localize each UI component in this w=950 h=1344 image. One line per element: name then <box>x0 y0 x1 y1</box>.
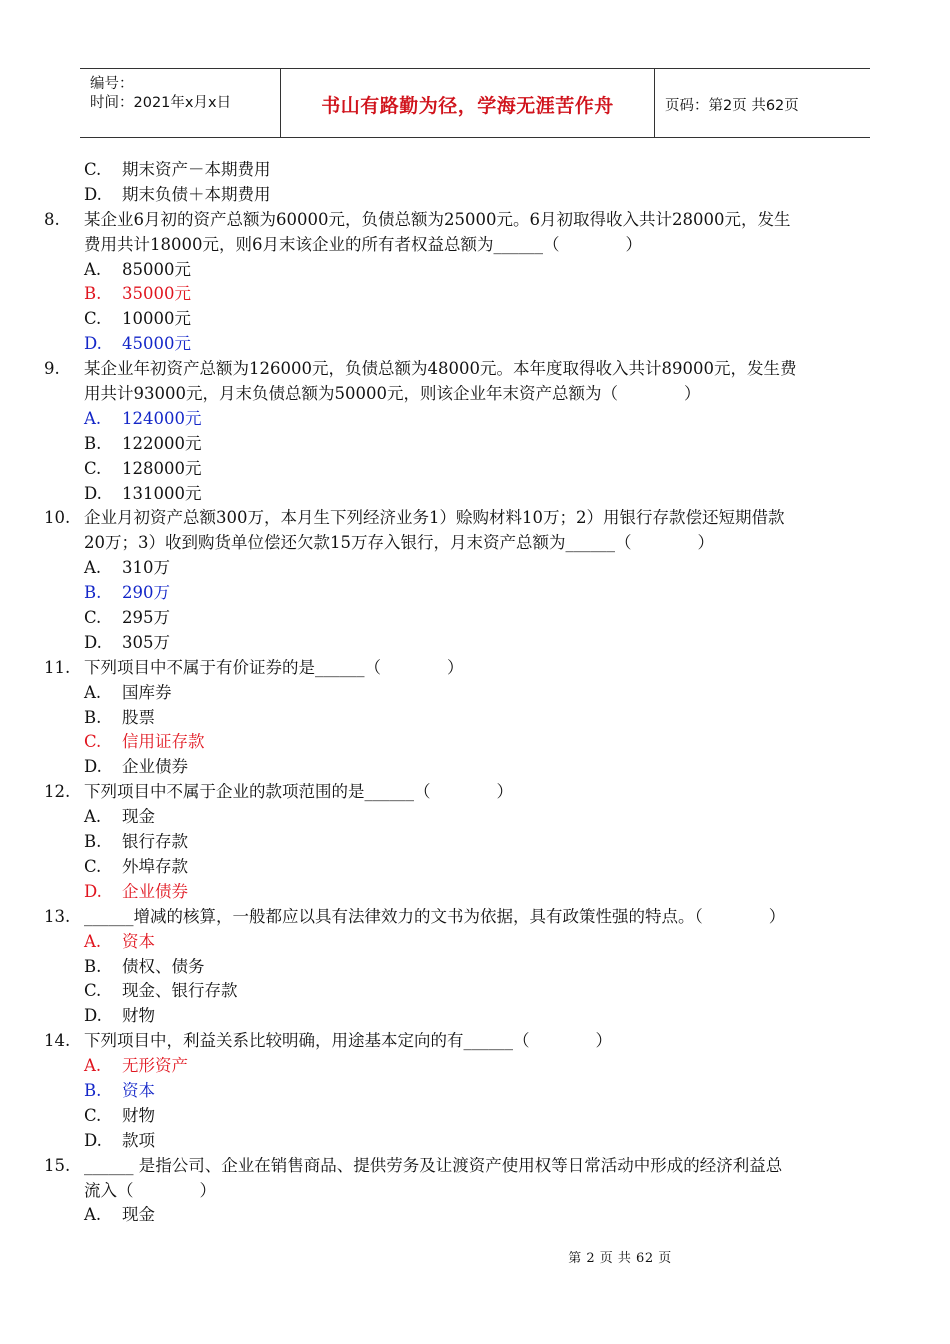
header-page-info: 页码：第2页 共62页 <box>665 98 799 114</box>
option-label: A. <box>84 1205 102 1225</box>
question-text: 下列项目中不属于企业的款项范围的是______（ ） <box>84 782 513 802</box>
question-list <box>44 158 910 1228</box>
answer-option <box>44 158 910 183</box>
option-label: D. <box>84 483 102 503</box>
answer-option <box>44 1054 910 1079</box>
option-label: C. <box>84 309 102 329</box>
option-label: A. <box>84 807 102 827</box>
question-line <box>44 1154 910 1179</box>
question-text: 20万；3）收到购货单位偿还欠款15万存入银行，月末资产总额为______（ ） <box>84 533 714 553</box>
option-text: 现金、银行存款 <box>122 981 238 1001</box>
question-text: 下列项目中不属于有价证券的是______（ ） <box>84 657 464 677</box>
time-label: 时间：2021年x月x日 <box>90 95 232 111</box>
option-label: C. <box>84 608 102 628</box>
option-text: 128000元 <box>122 458 202 478</box>
answer-option <box>44 706 910 731</box>
question-continuation <box>44 233 910 258</box>
option-text: 款项 <box>122 1130 155 1150</box>
option-text: 资本 <box>122 931 155 951</box>
option-label: B. <box>84 1080 102 1100</box>
option-label: A. <box>84 931 102 951</box>
question-continuation <box>44 1179 910 1204</box>
option-text: 期末资产－本期费用 <box>122 160 271 179</box>
option-text: 企业债券 <box>122 881 188 901</box>
answer-option <box>44 1203 910 1228</box>
option-label: A. <box>84 259 102 279</box>
option-text: 131000元 <box>122 483 202 503</box>
question-text: ______ 是指公司、企业在销售商品、提供劳务及让渡资产使用权等日常活动中形成的经济利益总 <box>84 1155 783 1175</box>
question-continuation <box>44 382 910 407</box>
question-number: 13. <box>44 906 71 926</box>
option-text: 无形资产 <box>122 1056 188 1076</box>
option-text: 财物 <box>122 1006 155 1026</box>
option-text: 信用证存款 <box>122 732 205 752</box>
question-number: 11. <box>44 657 71 677</box>
option-text: 企业债券 <box>122 757 188 777</box>
option-label: C. <box>84 856 102 876</box>
answer-option <box>44 183 910 208</box>
answer-option <box>44 556 910 581</box>
question-line <box>44 656 910 681</box>
answer-option <box>44 282 910 307</box>
answer-option <box>44 1079 910 1104</box>
answer-option <box>44 332 910 357</box>
answer-option <box>44 1129 910 1154</box>
option-text: 35000元 <box>122 284 191 304</box>
question-continuation <box>44 531 910 556</box>
question-text: 费用共计18000元，则6月末该企业的所有者权益总额为______（ ） <box>84 234 642 254</box>
answer-option <box>44 805 910 830</box>
answer-option <box>44 1104 910 1129</box>
header-meta <box>80 69 281 137</box>
option-text: 期末负债＋本期费用 <box>122 184 271 204</box>
question-text: 用共计93000元，月末负债总额为50000元，则该企业年末资产总额为（ ） <box>84 384 701 404</box>
answer-option <box>44 482 910 507</box>
question-text: 流入（ ） <box>84 1180 216 1200</box>
question-number: 15. <box>44 1155 71 1175</box>
answer-option <box>44 730 910 755</box>
option-label: C. <box>84 160 102 179</box>
option-label: D. <box>84 1130 102 1150</box>
question-line <box>44 506 910 531</box>
answer-option <box>44 979 910 1004</box>
option-label: A. <box>84 1056 102 1076</box>
option-label: D. <box>84 632 102 652</box>
option-label: C. <box>84 981 102 1001</box>
question-line <box>44 357 910 382</box>
answer-option <box>44 830 910 855</box>
answer-option <box>44 930 910 955</box>
motto: 书山有路勤为径，学海无涯苦作舟 <box>321 95 614 117</box>
question-line <box>44 780 910 805</box>
question-number: 8. <box>44 209 60 229</box>
option-label: D. <box>84 881 102 901</box>
question-number: 10. <box>44 508 71 528</box>
option-text: 305万 <box>122 632 170 652</box>
option-text: 现金 <box>122 1205 155 1225</box>
page-header <box>80 68 870 138</box>
question-line <box>44 1029 910 1054</box>
option-text: 银行存款 <box>122 832 188 852</box>
option-label: A. <box>84 558 102 578</box>
option-text: 45000元 <box>122 334 191 354</box>
option-label: B. <box>84 956 102 976</box>
option-text: 财物 <box>122 1105 155 1125</box>
answer-option <box>44 631 910 656</box>
answer-option <box>44 307 910 332</box>
question-text: ______增减的核算，一般都应以具有法律效力的文书为依据，具有政策性强的特点。（ ） <box>84 906 786 926</box>
answer-option <box>44 457 910 482</box>
option-text: 290万 <box>122 583 170 603</box>
answer-option <box>44 606 910 631</box>
option-text: 310万 <box>122 558 170 578</box>
question-text: 下列项目中，利益关系比较明确，用途基本定向的有______（ ） <box>84 1031 612 1051</box>
header-motto-cell <box>281 69 655 137</box>
answer-option <box>44 855 910 880</box>
option-label: C. <box>84 1105 102 1125</box>
question-text: 某企业6月初的资产总额为60000元，负债总额为25000元。6月初取得收入共计28000元，发生 <box>84 209 791 229</box>
question-number: 14. <box>44 1031 71 1051</box>
option-text: 现金 <box>122 807 155 827</box>
option-text: 外埠存款 <box>122 856 188 876</box>
answer-option <box>44 1004 910 1029</box>
header-page-cell <box>655 69 870 137</box>
option-text: 85000元 <box>122 259 191 279</box>
answer-option <box>44 681 910 706</box>
answer-option <box>44 581 910 606</box>
option-label: D. <box>84 184 102 204</box>
option-label: B. <box>84 707 102 727</box>
question-number: 12. <box>44 782 71 802</box>
option-label: C. <box>84 458 102 478</box>
option-label: B. <box>84 284 102 304</box>
option-text: 国库券 <box>122 682 172 702</box>
answer-option <box>44 755 910 780</box>
option-text: 资本 <box>122 1080 155 1100</box>
code-label: 编号： <box>90 76 134 92</box>
option-label: B. <box>84 583 102 603</box>
option-label: B. <box>84 433 102 453</box>
question-number: 9. <box>44 359 60 379</box>
option-text: 股票 <box>122 707 155 727</box>
option-text: 295万 <box>122 608 170 628</box>
option-label: A. <box>84 408 102 428</box>
option-label: D. <box>84 757 102 777</box>
question-line <box>44 208 910 233</box>
option-text: 122000元 <box>122 433 202 453</box>
page-footer: 第 2 页 共 62 页 <box>568 1251 672 1266</box>
answer-option <box>44 258 910 283</box>
option-label: C. <box>84 732 102 752</box>
option-text: 124000元 <box>122 408 202 428</box>
question-text: 企业月初资产总额300万，本月生下列经济业务1）赊购材料10万；2）用银行存款偿还短期借款 <box>84 508 785 528</box>
option-label: D. <box>84 1006 102 1026</box>
question-text: 某企业年初资产总额为126000元，负债总额为48000元。本年度取得收入共计89000元，发生费 <box>84 359 797 379</box>
option-text: 债权、债务 <box>122 956 205 976</box>
answer-option <box>44 880 910 905</box>
answer-option <box>44 407 910 432</box>
option-label: A. <box>84 682 102 702</box>
option-text: 10000元 <box>122 309 191 329</box>
answer-option <box>44 955 910 980</box>
question-line <box>44 905 910 930</box>
option-label: D. <box>84 334 102 354</box>
answer-option <box>44 432 910 457</box>
option-label: B. <box>84 832 102 852</box>
